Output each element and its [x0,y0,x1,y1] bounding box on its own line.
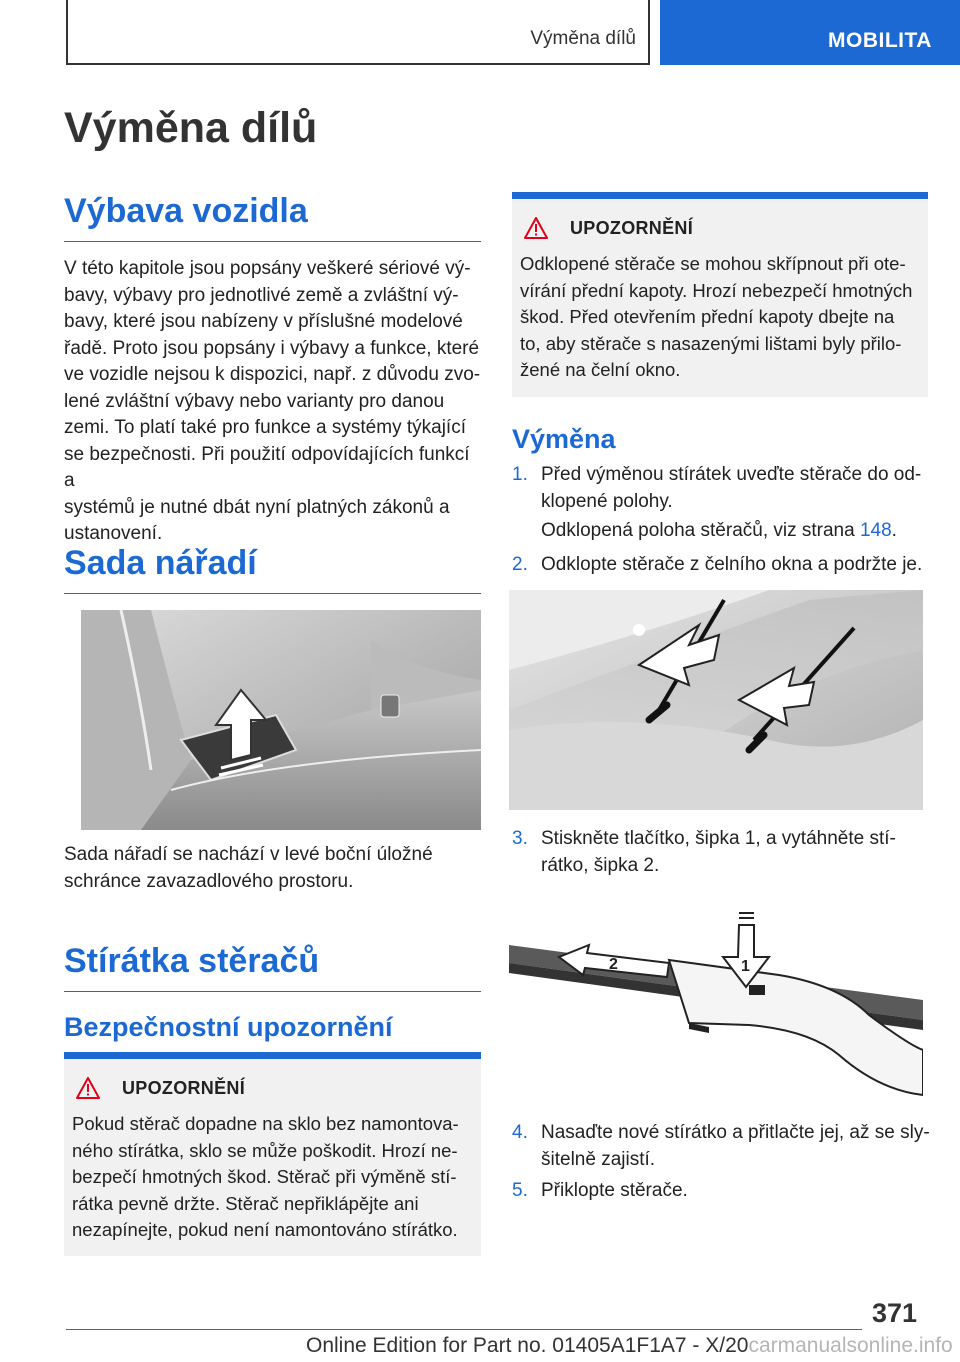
note-end: . [891,520,897,541]
text-line: Odklopte stěrače z čelního okna a podržte je. [541,554,923,575]
text-line: Stiskněte tlačítko, šipka 1, a vytáhněte stí‐ [541,828,896,849]
heading-vymena: Výměna [512,424,616,454]
text-line: bavy, výbavy pro jednotlivé země a zvláštní vý‐ [64,284,459,306]
text-line: vírání přední kapoty. Hrozí nebezpečí hmotných [520,279,913,301]
heading-stiratka-steracu: Stírátka stěračů [64,942,481,992]
warning-title: UPOZORNĚNÍ [570,217,694,238]
step-number: 1. [512,464,528,485]
text-line: lené zvláštní výbavy nebo varianty pro danou [64,390,445,412]
text-line: žené na čelní okno. [520,359,681,380]
step-number: 3. [512,828,528,849]
step-3 [512,826,928,882]
warning-triangle-icon [76,1077,100,1099]
heading-sada-naradi: Sada nářadí [64,544,481,594]
footer-edition [306,1334,953,1358]
warning-header [524,217,693,239]
header-tab-mobilita[interactable] [660,0,960,65]
text-line: bezpečí hmotných škod. Stěrač při výměně stí‐ [72,1166,457,1187]
trunk-toolkit-image [81,610,481,830]
warning-triangle-icon [524,217,548,239]
wipers-folded-image [509,590,923,810]
warning-header [76,1077,245,1099]
text-line: klopené polohy. [541,490,673,512]
text-line: rátka pevně držte. Stěrač nepřiklápějte ani [72,1192,419,1214]
step-text [541,462,931,515]
heading-vybava-vozidla: Výbava vozidla [64,192,481,242]
step-text [541,1120,931,1173]
heading-bezpecnostni-upozorneni: Bezpečnostní upozornění [64,1012,393,1042]
note-label: Odklopená poloha stěračů, viz strana [541,520,860,541]
page-link-148[interactable]: 148 [859,520,892,541]
step-number: 4. [512,1122,528,1143]
text-line: ustanovení. [64,523,163,544]
vybava-paragraph [64,256,484,548]
text-line: Sada nářadí se nachází v levé boční úložné [64,844,433,865]
note-text [541,518,931,545]
warning-box-right [512,192,928,397]
warning-box-left [64,1052,481,1256]
text-line: Nasaďte nové stírátko a přitlačte jej, až se sly‐ [541,1122,930,1143]
step-number: 5. [512,1180,528,1201]
text-line: Odklopené stěrače se mohou skřípnout při ote‐ [520,253,906,274]
step-text [541,1178,931,1205]
page-title: Výměna dílů [64,104,318,152]
warning-title: UPOZORNĚNÍ [122,1077,246,1098]
text-line: to, aby stěrače s nasazenými lištami byly přilo‐ [520,332,902,354]
step-1 [512,462,928,518]
text-line: šitelně zajistí. [541,1148,656,1170]
step-1-note [512,518,928,546]
text-line: Přiklopte stěrače. [541,1180,688,1201]
text-line: V této kapitole jsou popsány veškeré sériové vý‐ [64,258,471,279]
text-line: schránce zavazadlového prostoru. [64,870,354,892]
header-tab-label: MOBILITA [828,29,932,52]
step-5 [512,1178,928,1206]
arrow-2-label: 2 [609,956,618,973]
watermark-text: carmanualsonline.info [748,1334,953,1357]
warning-text [72,1111,478,1244]
warning-text [520,251,924,384]
sada-naradi-paragraph [64,842,484,895]
text-line: Před výměnou stírátek uveďte stěrače do od‐ [541,464,922,485]
edition-text: Online Edition for Part no. 01405A1F1A7 - X/20 [306,1334,749,1357]
text-line: ve vozidle nejsou k dispozici, např. z důvodu zvo‐ [64,364,481,385]
step-text [541,552,931,579]
text-line: zemi. To platí také pro funkce a systémy týkající [64,417,466,438]
text-line: škod. Před otevřením přední kapoty dbejte na [520,306,895,327]
step-text [541,826,931,879]
text-line: nezapínejte, pokud není namontováno stírátko. [72,1219,458,1240]
text-line: ného stírátka, sklo se může poškodit. Hrozí ne‐ [72,1139,458,1161]
text-line: Pokud stěrač dopadne na sklo bez namontova‐ [72,1113,459,1134]
step-number: 2. [512,554,528,575]
text-line: bavy, které jsou nabízeny v příslušné modelové [64,311,463,332]
text-line: rátko, šipka 2. [541,854,660,876]
text-line: se bezpečnosti. Při použití odpovídajících funkcí a [64,443,470,491]
text-line: řadě. Proto jsou popsány i výbavy a funkce, které [64,337,480,359]
step-4 [512,1120,928,1176]
wiper-blade-diagram [509,905,923,1110]
header-chapter: Výměna dílů [530,28,636,49]
step-2 [512,552,928,580]
footer-divider [66,1329,862,1330]
text-line: systémů je nutné dbát nyní platných zákonů a [64,496,450,518]
wiper-blade-release-image [509,905,923,1110]
header-box [66,0,650,65]
page-number: 371 [872,1298,918,1328]
arrow-1-label: 1 [741,958,750,975]
